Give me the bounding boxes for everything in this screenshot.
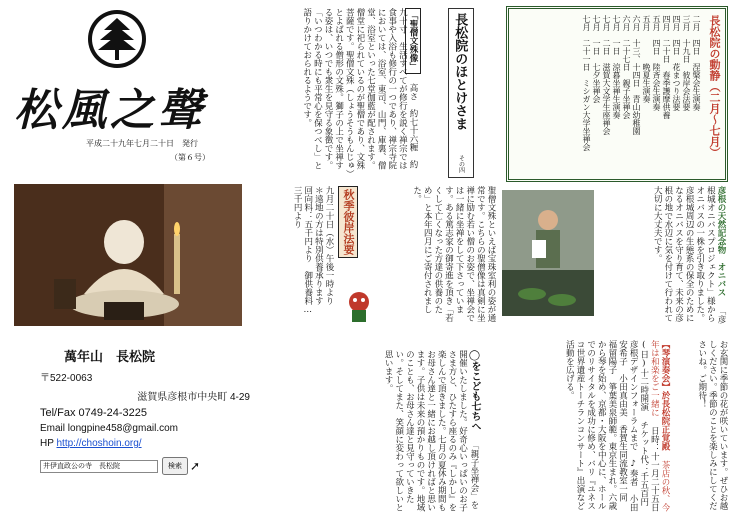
schedule-box [506,6,728,182]
pine-crest-icon [86,8,148,70]
search-input[interactable] [40,460,158,473]
cursor-icon: ➚ [190,459,201,473]
issue-number: （第６号） [170,153,210,162]
temple-hp [40,438,250,449]
closing-note [676,340,728,514]
schedule-list [581,15,701,173]
statue-photo [14,184,242,326]
onibasu-article [604,186,726,324]
closing-body: お玄関に季節の花が咲いています。ぜひお越しください。季節のことを楽しみにしてくださいね。ご期待！ [696,340,728,510]
title-strip-text: 長松院のほとけさま [452,13,468,130]
concert-date: 日時：十一月二十五日(日)十二時開演 [638,340,660,512]
seated-monk-statue-image [14,184,242,326]
schedule-row: 六月 二十七日 親子坐禅会 [622,15,631,119]
onibasu-photo [502,190,594,316]
title-strip [448,8,474,178]
statue-article-heading: 「聖僧文殊像」 [405,8,421,74]
schedule-title: 長松院の動静（二月〜七月） [708,15,721,158]
temple-email: Email longpine458@gmail.com [40,423,178,434]
autumn-body: 九月二十日（水）午後一時より ＊遠地の方は特別供養承ります 回向料：五千円より 御供養料…三千円より [292,186,334,315]
hp-link[interactable]: http://choshoin.org/ [56,438,142,449]
autumn-heading: 秋季彼岸法要 [338,186,358,258]
kids-article [256,350,480,514]
contact-block [40,346,250,516]
lion-mascot-icon [344,290,374,324]
temple-name: 萬年山 長松院 [64,349,156,364]
statue-article-body: 高さ 約七十六糎 約九十寸 生活すべてが修行を説く禅宗では食事や入浴も修行の一つであり、禅宗寺院においては、浴室、東司、山門、庫裏、僧堂、浴室といった七堂伽藍が配されます。僧堂に祀られているのが聖僧であり、文殊菩薩です。聖僧文殊（しょうそうもんじゅ）とよばれる僧形の文殊。獅子の上で坐禅する姿は、いつでも衆生を見守る象徴です。「いつわかる時にも平常心を保つべし」と語りかけておられるようです。 [301,8,418,174]
concert-ticket: チケット代：千五百円 [638,421,649,506]
schedule-row: 二月 四日 涅槃会生演奏 [692,15,701,111]
issue-date: 平成二十九年七月二十日 発行 [86,139,198,148]
statue-description-body: 聖僧文殊といえば宝珠室利の姿が通常です。こちらの聖僧像は真剣に坐禅に励む若い僧のお姿で、坐禅会では一緒に坐禅をして下さっています。ある篤志家の御寄進を頂き「若くして亡くなった方達の供養のため」と本年四月にご寄付されました。 [411,186,496,322]
autumn-section [248,186,358,336]
search-button[interactable]: 検索 [162,457,188,475]
concert-heading: 【琴演奏会】於長松院正覚殿 [660,340,670,451]
statue-description [366,186,496,326]
masthead [0,0,240,180]
title-strip-sub: その四 [457,155,465,173]
schedule-row: 三月 十九日 彼岸会法要 [682,15,691,111]
concert-note: 茶店の秋、今年は和楽をご一緒に [649,340,670,512]
statue-article [248,8,418,176]
schedule-row: 四月 四日 花まつり法要 [672,15,681,111]
schedule-row: 七月 一日 涼暮坐禅生演奏 [612,15,621,119]
onibasu-title: 彦根の天然記念物 オニバス [716,186,726,297]
kids-body: 「親子坐禅会」を開催いたしました。好奇心いっぱいのお子さま方と、ひたすら座るのみ『しかし』を楽しんで頂きました。七月の夏休み期間もお母さん達と一緒にお越し頂ければと思います。子供は未来の預かりものです。地域のことも、お母さん達と見守っていきたい。そしてまた、笑顔に変わって欲しいと思います。 [383,350,479,512]
temple-postal: 〒522-0063 [40,373,93,384]
concert-body: 彦根デザインフォーラムまで ♪奏者 小田安希子 小田真由美 香賀生同流教室一同 福留陽子 箏葉美泉師範。東京生まれ。六歳から琴を始め、京都・大阪を中心に、ホールでのリサイタルを成功に修め、バリ『ユネスコ世界遺産トーチランコンサート』出演など活動を広げる。 [564,340,639,512]
schedule-row: 七月 一日 七夕坐禅会 [592,15,601,103]
masthead-title: 松風之聲 [14,85,206,136]
schedule-row: 五月 四日 陸斉会生演奏 [652,15,661,111]
schedule-row: 六月 十三、十四日 青山幼稚園 [632,15,641,135]
schedule-row: 五月 晩夏生演奏 [642,15,651,103]
schedule-row: 七月 二日 滋賀大文学生座禅会 [602,15,611,135]
temple-address: 滋賀県彦根市中央町 4-29 [137,392,250,403]
onibasu-body: 「彦根城オニバスプロジェクト」様からオニバスの一株を引き取りました。彦根城周辺の生態系の保全のためになるオニバスを守り育て、未来の彦根の地で水辺に気を付けて行われて大切に大丈夫です。 [652,186,726,324]
kids-heading: ◯をこども七ちへ [469,350,480,431]
concert-article [494,340,670,514]
schedule-row: 四月 二十日 春季護摩供養 [662,15,671,119]
schedule-row: 七月 二十一日 ミシガン大学坐禅会 [582,15,591,151]
search-box [40,457,250,475]
onibasu-pond-image [502,190,594,316]
hp-label: HP [40,438,54,449]
temple-tel: Tel/Fax 0749-24-3225 [40,407,148,419]
